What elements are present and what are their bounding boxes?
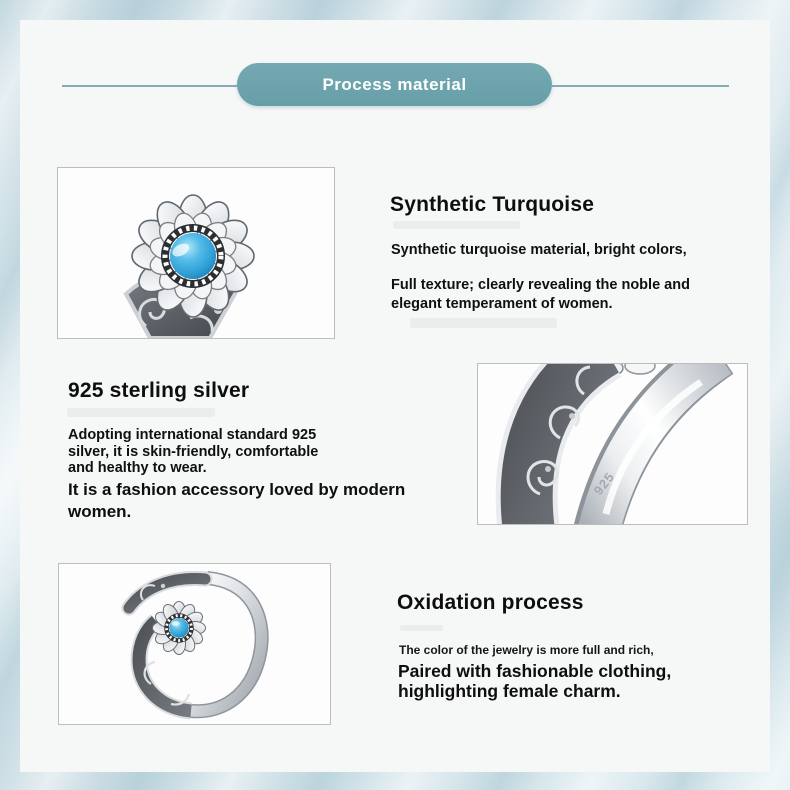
body-paragraph bbox=[399, 643, 699, 657]
band-closeup-illustration bbox=[478, 364, 747, 524]
925-stamp: 925 bbox=[590, 469, 618, 498]
flower-petal-hint bbox=[625, 364, 655, 374]
text-line: Full texture; clearly revealing the noble and bbox=[391, 277, 690, 293]
header-divider-left bbox=[62, 85, 237, 87]
flower-closeup-illustration bbox=[58, 168, 334, 338]
shiny-inner-band bbox=[594, 364, 720, 524]
text-line: The color of the jewelry is more full and rich, bbox=[399, 643, 654, 657]
text-line: elegant temperament of women. bbox=[391, 296, 613, 312]
ghost-mark bbox=[393, 221, 520, 229]
process-material-pill bbox=[237, 63, 552, 106]
text-line: Adopting international standard 925 bbox=[68, 427, 317, 443]
ghost-mark bbox=[400, 625, 443, 631]
section-heading: 925 sterling silver bbox=[68, 379, 250, 402]
turquoise-stone bbox=[170, 619, 189, 638]
full-ring-image bbox=[58, 563, 331, 725]
text-line: silver, it is skin-friendly, comfortable bbox=[68, 443, 319, 460]
header-divider-right bbox=[552, 85, 729, 87]
full-ring-illustration bbox=[59, 564, 330, 724]
pill-label: Process material bbox=[322, 74, 467, 94]
body-paragraph bbox=[391, 276, 726, 314]
text-line: highlighting female charm. bbox=[398, 681, 621, 701]
filigree-band-closeup-image bbox=[477, 363, 748, 525]
content-panel bbox=[20, 20, 770, 772]
text-line: women. bbox=[68, 502, 132, 521]
text-line: Paired with fashionable clothing, bbox=[398, 661, 672, 681]
section-heading: Synthetic Turquoise bbox=[390, 193, 595, 216]
body-paragraph bbox=[68, 479, 413, 523]
silver-band bbox=[191, 578, 262, 711]
body-paragraph bbox=[398, 661, 738, 701]
ornate-tail-band bbox=[129, 579, 205, 608]
ghost-mark bbox=[410, 318, 557, 328]
flower-with-stone bbox=[153, 602, 206, 655]
ghost-mark bbox=[67, 408, 215, 417]
body-paragraph bbox=[391, 241, 721, 260]
turquoise-flower-closeup-image bbox=[57, 167, 335, 339]
text-line: Synthetic turquoise material, bright colors, bbox=[391, 242, 687, 258]
body-paragraph bbox=[68, 427, 368, 477]
section-heading: Oxidation process bbox=[397, 591, 584, 614]
text-line: and healthy to wear. bbox=[68, 460, 207, 476]
text-line: It is a fashion accessory loved by modern bbox=[68, 480, 406, 499]
